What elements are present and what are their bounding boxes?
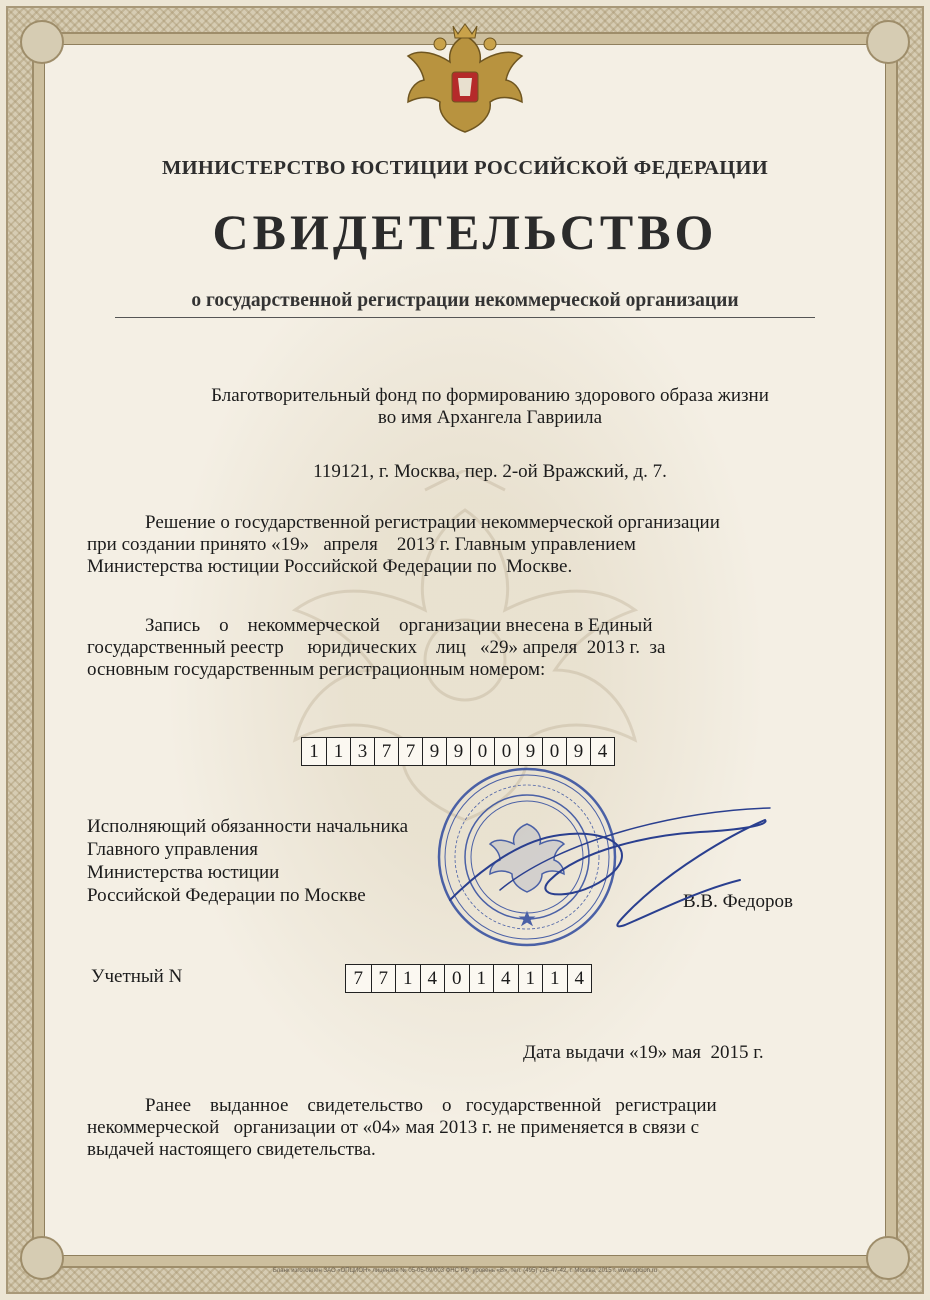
handwritten-signature: [440, 780, 780, 940]
decision-paragraph: [87, 512, 832, 578]
account-number-label: Учетный N: [91, 966, 183, 987]
account-digit: 4: [567, 965, 592, 992]
account-digit: 1: [395, 965, 420, 992]
ministry-heading: МИНИСТЕРСТВО ЮСТИЦИИ РОССИЙСКОЙ ФЕДЕРАЦИИ: [162, 157, 768, 179]
account-digit: 4: [493, 965, 518, 992]
paragraph-line: Министерства юстиции Российской Федерации по Москве.: [87, 556, 573, 577]
printer-footer: Бланк изготовлен ЗАО «ОПЦИОН» лицензия № 05-05-09/003 ФНС РФ, уровень «В», тел. (495) 726-47-42, г. Москва, 2015 г. www.opcion.ru: [272, 1268, 658, 1274]
issue-date: Дата выдачи «19» мая 2015 г.: [523, 1042, 764, 1063]
ogrn-digit: 0: [542, 738, 566, 765]
previous-certificate-note: [87, 1095, 832, 1161]
organization-address: 119121, г. Москва, пер. 2-ой Вражский, д. 7.: [313, 461, 667, 482]
paragraph-line: выдачей настоящего свидетельства.: [87, 1139, 376, 1160]
signer-position-line: Российской Федерации по Москве: [87, 885, 366, 906]
account-digit: 1: [518, 965, 543, 992]
ogrn-digit: 9: [422, 738, 446, 765]
paragraph-line: при создании принято «19» апреля 2013 г. Главным управлением: [87, 534, 636, 555]
paragraph-line: государственный реестр юридических лиц «29» апреля 2013 г. за: [87, 637, 666, 658]
account-digit: 4: [420, 965, 445, 992]
signer-position-line: Главного управления: [87, 839, 258, 860]
account-digit: 1: [469, 965, 494, 992]
paragraph-line: основным государственным регистрационным номером:: [87, 659, 546, 680]
account-digit: 1: [542, 965, 567, 992]
document-subtitle: о государственной регистрации некоммерческой организации: [191, 290, 739, 311]
ogrn-digit: 7: [398, 738, 422, 765]
account-digit: 7: [353, 968, 363, 989]
document-title: СВИДЕТЕЛЬСТВО: [212, 204, 718, 260]
signer-name: В.В. Федоров: [683, 891, 793, 912]
ogrn-digit: 9: [566, 738, 590, 765]
signer-position-line: Министерства юстиции: [87, 862, 280, 883]
paragraph-line: Ранее выданное свидетельство о государственной регистрации: [145, 1095, 717, 1116]
account-number-box: [345, 964, 592, 993]
signer-position-line: Исполняющий обязанности начальника: [87, 816, 409, 837]
organization-name-line: Благотворительный фонд по формированию здорового образа жизни: [211, 385, 769, 406]
ogrn-digit: 9: [446, 738, 470, 765]
ogrn-digit: 1: [309, 741, 319, 762]
paragraph-line: Решение о государственной регистрации некоммерческой организации: [145, 512, 720, 533]
account-digit: 7: [371, 965, 396, 992]
paragraph-line: Запись о некоммерческой организации внесена в Единый: [145, 615, 653, 636]
russian-coat-of-arms-icon: [400, 18, 530, 138]
ogrn-digit: 1: [326, 738, 350, 765]
paragraph-line: некоммерческой организации от «04» мая 2013 г. не применяется в связи с: [87, 1117, 700, 1138]
subtitle-underline: [115, 317, 815, 318]
ogrn-digit: 7: [374, 738, 398, 765]
ogrn-digit: 0: [494, 738, 518, 765]
ogrn-digit: 3: [350, 738, 374, 765]
ogrn-digit: 9: [518, 738, 542, 765]
organization-name: [150, 385, 830, 429]
account-digit: 0: [444, 965, 469, 992]
organization-name-line: во имя Архангела Гавриила: [377, 407, 603, 428]
ogrn-digit: 0: [470, 738, 494, 765]
registry-record-paragraph: [87, 615, 832, 681]
ogrn-digit: 4: [590, 738, 614, 765]
